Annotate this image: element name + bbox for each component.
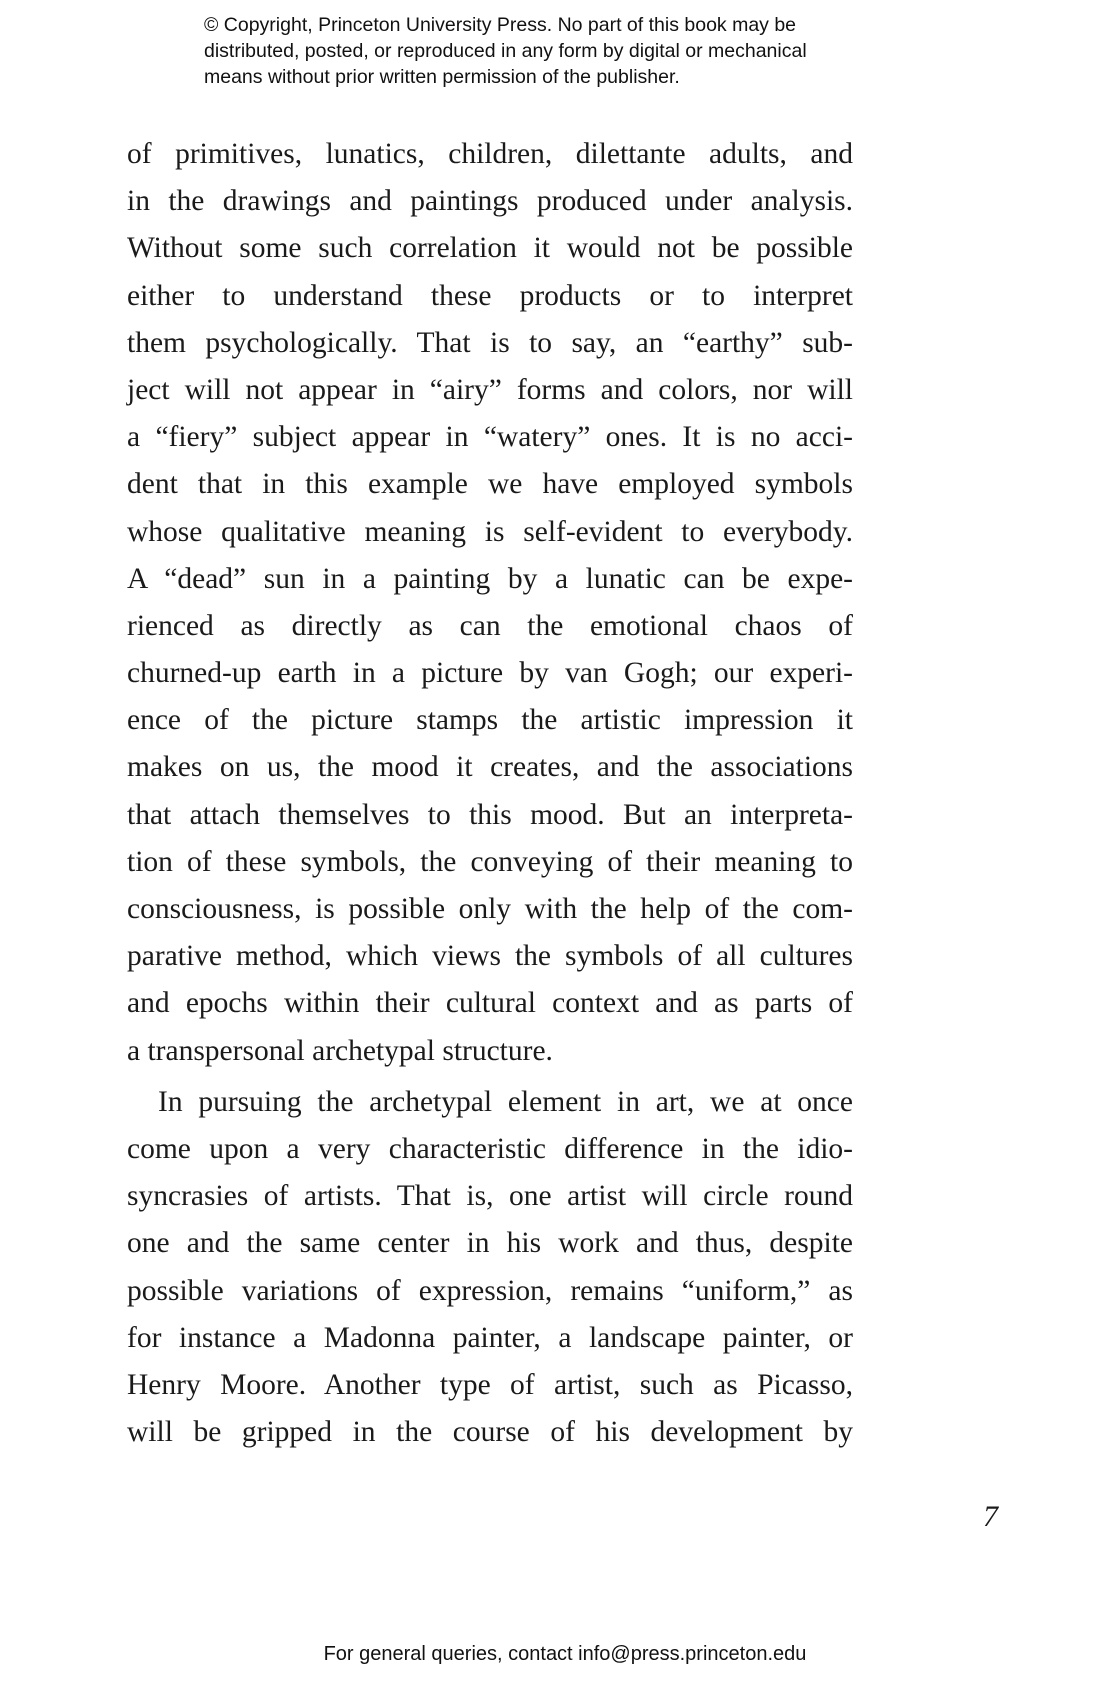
text-line: either to understand these products or to interpret <box>127 279 853 312</box>
footer-contact: For general queries, contact info@press.princeton.edu <box>323 1643 807 1665</box>
text-line: consciousness, is possible only with the help of the com- <box>127 893 853 925</box>
text-line: of primitives, lunatics, children, dilettante adults, and <box>127 138 853 170</box>
text-line: churned-up earth in a picture by van Gogh; our experi- <box>127 657 853 690</box>
text-line: rienced as directly as can the emotional chaos of <box>127 609 853 642</box>
text-line: parative method, which views the symbols of all cultures <box>127 940 853 973</box>
text-line: one and the same center in his work and thus, despite <box>127 1227 853 1260</box>
text-line: ject will not appear in “airy” forms and colors, nor will <box>127 373 853 406</box>
copyright-line: means without prior written permission of the publisher. <box>204 66 680 88</box>
text-line: syncrasies of artists. That is, one artist will circle round <box>127 1180 853 1213</box>
text-line: in the drawings and paintings produced under analysis. <box>127 185 853 218</box>
text-line: and epochs within their cultural context and as parts of <box>127 987 853 1020</box>
text-line: them psychologically. That is to say, an “earthy” sub- <box>127 326 853 359</box>
body-text <box>127 131 853 1456</box>
text-line: come upon a very characteristic difference in the idio- <box>127 1132 853 1165</box>
copyright-notice <box>204 12 924 90</box>
copyright-line: © Copyright, Princeton University Press. No part of this book may be <box>204 14 797 36</box>
paragraph <box>127 1079 853 1457</box>
paragraph <box>127 131 853 1075</box>
text-line: tion of these symbols, the conveying of their meaning to <box>127 845 853 878</box>
text-line: will be gripped in the course of his development by <box>127 1416 853 1449</box>
text-line: a “fiery” subject appear in “watery” ones. It is no acci- <box>127 421 853 454</box>
text-line: for instance a Madonna painter, a landscape painter, or <box>127 1321 853 1354</box>
text-line: ence of the picture stamps the artistic impression it <box>127 704 853 737</box>
text-line: dent that in this example we have employed symbols <box>127 468 853 501</box>
text-line: A “dead” sun in a painting by a lunatic can be expe- <box>127 562 853 595</box>
text-line: that attach themselves to this mood. But an interpreta- <box>127 798 853 831</box>
text-line: Henry Moore. Another type of artist, such as Picasso, <box>127 1368 853 1401</box>
copyright-line: distributed, posted, or reproduced in any form by digital or mechanical <box>204 40 807 62</box>
text-line: Without some such correlation it would not be possible <box>127 232 853 265</box>
text-line: possible variations of expression, remains “uniform,” as <box>127 1274 853 1307</box>
text-line: makes on us, the mood it creates, and the associations <box>127 751 853 784</box>
text-line: whose qualitative meaning is self-evident to everybody. <box>127 515 853 548</box>
text-line: a transpersonal archetypal structure. <box>127 1034 553 1067</box>
page-number: 7 <box>983 1500 998 1533</box>
text-line: In pursuing the archetypal element in art, we at once <box>158 1085 853 1118</box>
